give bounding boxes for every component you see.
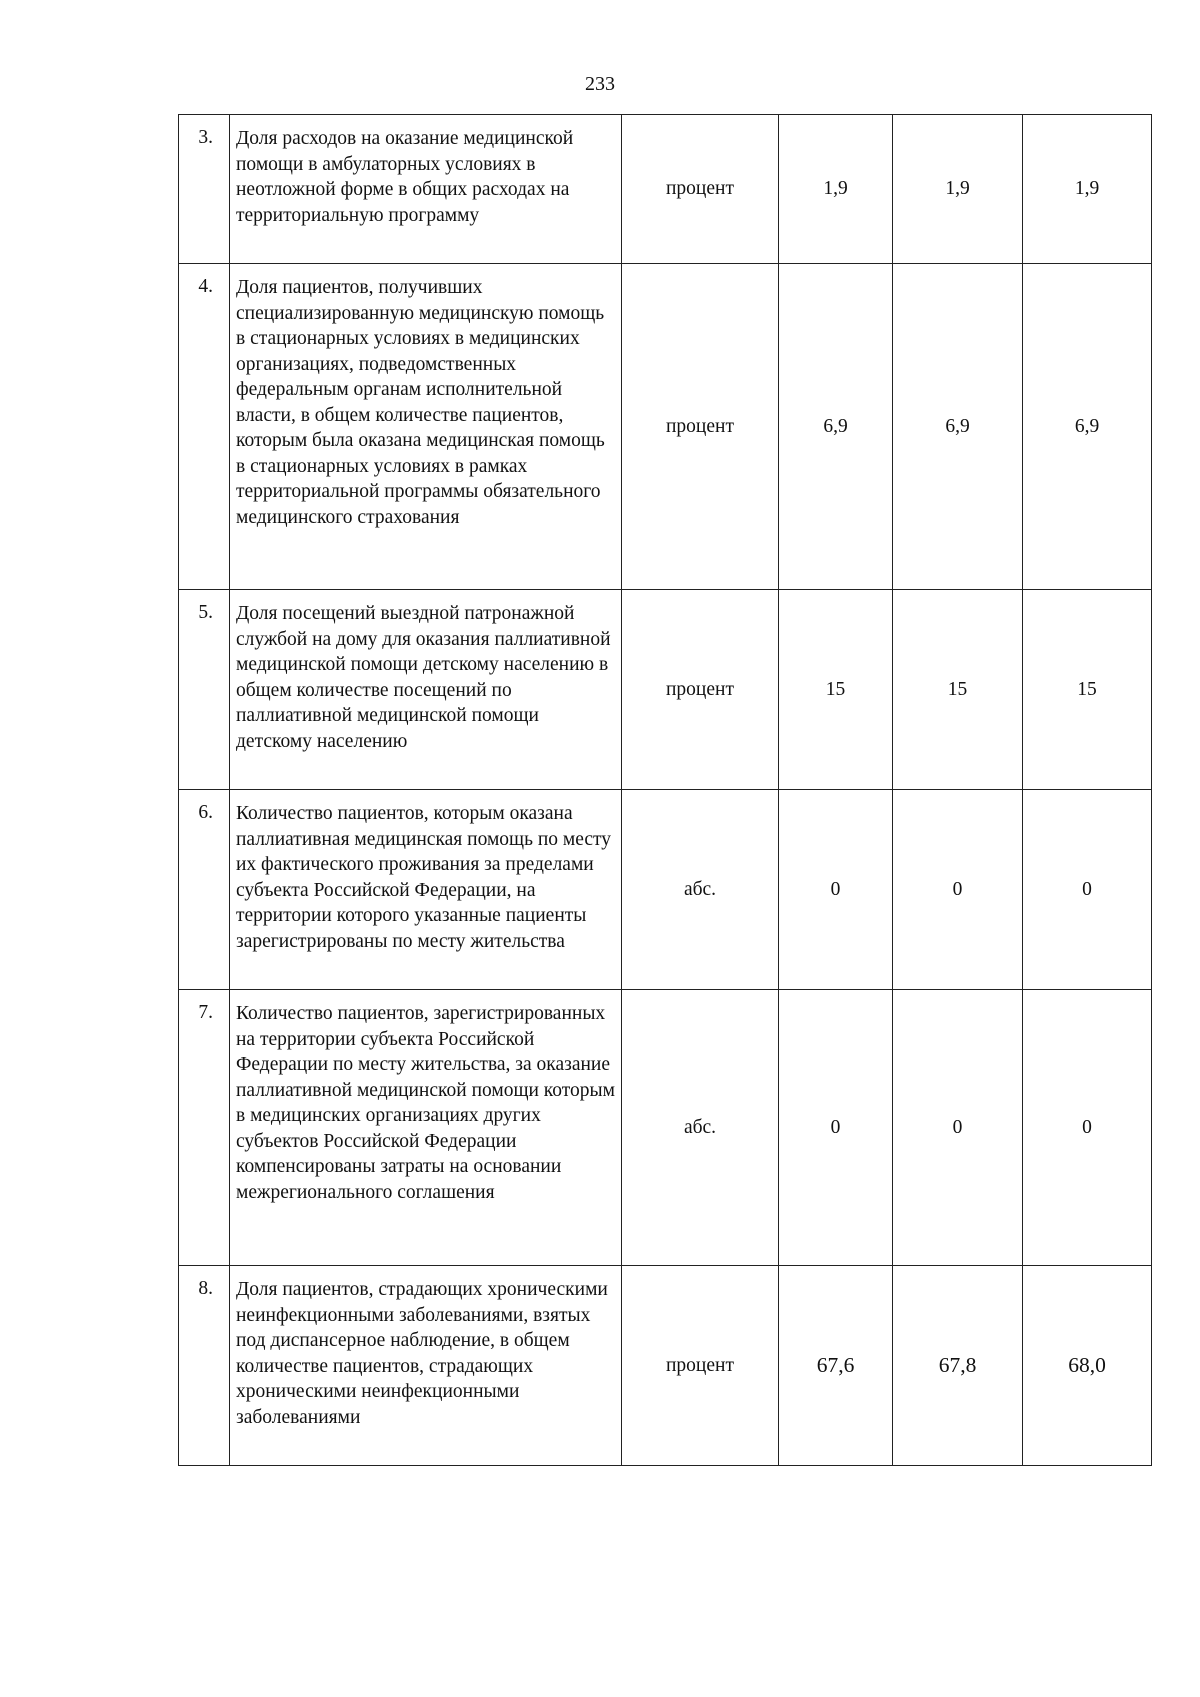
table-row <box>179 790 1152 990</box>
unit-cell: абс. <box>622 790 779 990</box>
table-row <box>179 115 1152 264</box>
row-number: 6. <box>179 790 230 990</box>
unit-cell: абс. <box>622 990 779 1266</box>
value-cell-year-1: 15 <box>779 590 893 790</box>
unit-cell: процент <box>622 264 779 590</box>
value-cell-year-3: 0 <box>1023 990 1152 1266</box>
value-cell-year-2: 1,9 <box>893 115 1023 264</box>
indicator-description: Доля пациентов, получивших специализированную медицинскую помощь в стационарных условиях в медицинских организациях, подведомственных федеральным органам исполнительной власти, в общем количестве пациентов, которым была оказана медицинская помощь в стационарных условиях в рамках территориальной программы обязательного медицинского страхования <box>230 264 622 590</box>
value-cell-year-2: 0 <box>893 790 1023 990</box>
row-number: 4. <box>179 264 230 590</box>
row-number: 7. <box>179 990 230 1266</box>
value-cell-year-3: 6,9 <box>1023 264 1152 590</box>
value-cell-year-1: 1,9 <box>779 115 893 264</box>
table-row <box>179 990 1152 1266</box>
value-cell-year-2: 15 <box>893 590 1023 790</box>
value-cell-year-3: 15 <box>1023 590 1152 790</box>
row-number: 5. <box>179 590 230 790</box>
value-cell-year-3: 1,9 <box>1023 115 1152 264</box>
unit-cell: процент <box>622 115 779 264</box>
value-cell-year-1: 0 <box>779 790 893 990</box>
unit-cell: процент <box>622 1266 779 1466</box>
row-number: 3. <box>179 115 230 264</box>
row-number: 8. <box>179 1266 230 1466</box>
indicator-description: Количество пациентов, которым оказана паллиативная медицинская помощь по месту их фактического проживания за пределами субъекта Российской Федерации, на территории которого указанные пациенты зарегистрированы по месту жительства <box>230 790 622 990</box>
unit-cell: процент <box>622 590 779 790</box>
indicator-description: Количество пациентов, зарегистрированных на территории субъекта Российской Федерации по месту жительства, за оказание паллиативной медицинской помощи которым в медицинских организациях других субъектов Российской Федерации компенсированы затраты на основании межрегионального соглашения <box>230 990 622 1266</box>
indicator-description: Доля посещений выездной патронажной службой на дому для оказания паллиативной медицинской помощи детскому населению в общем количестве посещений по паллиативной медицинской помощи детскому населению <box>230 590 622 790</box>
indicator-description: Доля расходов на оказание медицинской помощи в амбулаторных условиях в неотложной форме в общих расходах на территориальную программу <box>230 115 622 264</box>
value-cell-year-1: 0 <box>779 990 893 1266</box>
indicator-description: Доля пациентов, страдающих хроническими неинфекционными заболеваниями, взятых под диспансерное наблюдение, в общем количестве пациентов, страдающих хроническими неинфекционными заболеваниями <box>230 1266 622 1466</box>
page-number: 233 <box>585 73 615 95</box>
value-cell-year-3: 68,0 <box>1023 1266 1152 1466</box>
value-cell-year-1: 67,6 <box>779 1266 893 1466</box>
value-cell-year-3: 0 <box>1023 790 1152 990</box>
value-cell-year-1: 6,9 <box>779 264 893 590</box>
value-cell-year-2: 0 <box>893 990 1023 1266</box>
table-row <box>179 590 1152 790</box>
value-cell-year-2: 67,8 <box>893 1266 1023 1466</box>
table-row <box>179 1266 1152 1466</box>
table-row <box>179 264 1152 590</box>
value-cell-year-2: 6,9 <box>893 264 1023 590</box>
indicators-table <box>178 114 1152 1466</box>
